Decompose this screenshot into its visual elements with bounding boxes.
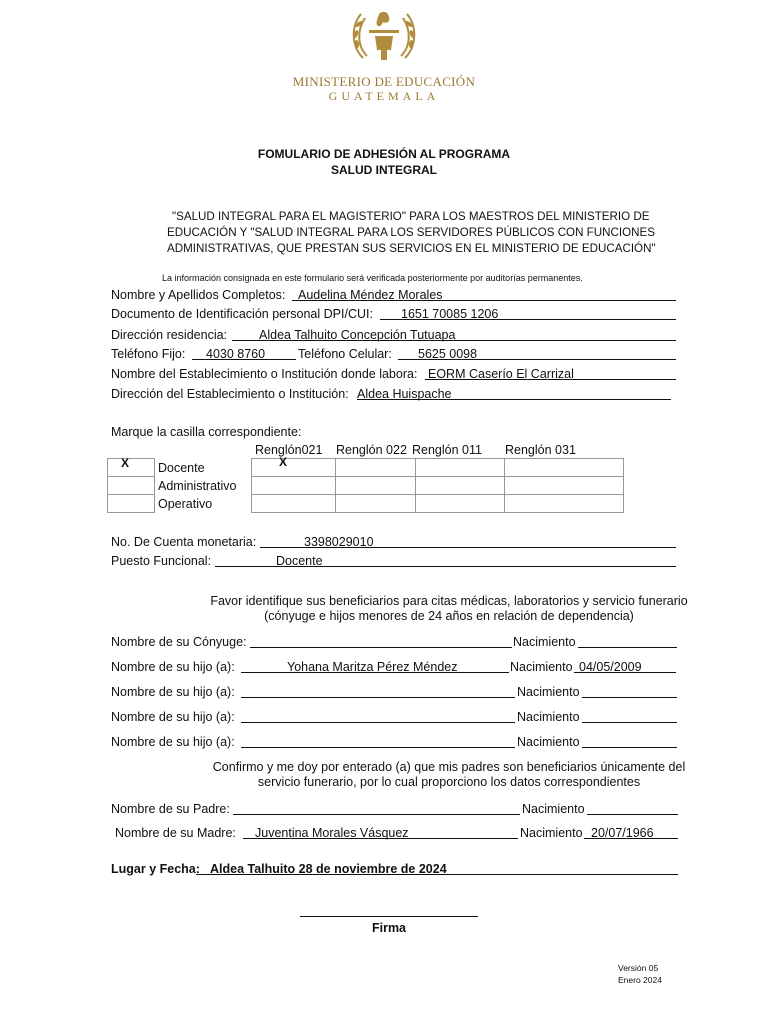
madre-label: Nombre de su Madre:: [115, 826, 236, 840]
checkbox-renglon021-operativo[interactable]: [252, 495, 336, 513]
checkbox-renglon011-docente[interactable]: [416, 459, 505, 477]
hijo2-nacimiento-label: Nacimiento: [517, 685, 580, 699]
parents-intro-1: Confirmo y me doy por enterado (a) que mis padres son beneficiarios únicamente del: [212, 760, 686, 774]
conyuge-nacimiento-line[interactable]: [578, 647, 677, 648]
conyuge-label: Nombre de su Cónyuge:: [111, 635, 247, 649]
intro-line-3: ADMINISTRATIVAS, QUE PRESTAN SUS SERVICIOS EN EL MINISTERIO DE EDUCACIÓN": [167, 242, 656, 255]
beneficiaries-intro-1: Favor identifique sus beneficiarios para citas médicas, laboratorios y servicio funerario: [210, 594, 688, 608]
hijo2-line[interactable]: [241, 697, 515, 698]
row-label-administrativo: Administrativo: [158, 479, 237, 493]
mark-docente: X: [121, 456, 130, 470]
firma-line[interactable]: [300, 916, 478, 917]
direccion-input[interactable]: Aldea Talhuito Concepción Tutuapa: [259, 328, 456, 342]
checkbox-renglon011-operativo[interactable]: [416, 495, 505, 513]
checkbox-operativo[interactable]: [108, 495, 155, 513]
hijo4-nacimiento-label: Nacimiento: [517, 735, 580, 749]
madre-input[interactable]: Juventina Morales Vásquez: [255, 826, 409, 840]
hijo3-label: Nombre de su hijo (a):: [111, 710, 235, 724]
nombre-input[interactable]: Audelina Méndez Morales: [298, 288, 443, 302]
establecimiento-input[interactable]: EORM Caserío El Carrizal: [428, 367, 574, 381]
hijo1-label: Nombre de su hijo (a):: [111, 660, 235, 674]
form-title: FOMULARIO DE ADHESIÓN AL PROGRAMA: [257, 147, 511, 161]
dir-establecimiento-label: Dirección del Establecimiento o Institución:: [111, 387, 349, 401]
lugar-input[interactable]: Aldea Talhuito 28 de noviembre de 2024: [210, 862, 447, 876]
checkbox-renglon031-docente[interactable]: [505, 459, 624, 477]
hijo1-input[interactable]: Yohana Maritza Pérez Méndez: [287, 660, 458, 674]
column-header-renglon022: Renglón 022: [336, 443, 407, 457]
hijo4-label: Nombre de su hijo (a):: [111, 735, 235, 749]
hijo3-nacimiento-line[interactable]: [582, 722, 677, 723]
checkbox-renglon022-docente[interactable]: [336, 459, 416, 477]
audit-note: La información consignada en este formulario será verificada posteriormente por auditorías permanentes.: [162, 273, 583, 283]
checkbox-renglon022-operativo[interactable]: [336, 495, 416, 513]
beneficiaries-intro-2: (cónyuge e hijos menores de 24 años en relación de dependencia): [264, 609, 634, 623]
column-header-renglon031: Renglón 031: [505, 443, 576, 457]
establecimiento-label: Nombre del Establecimiento o Institución donde labora:: [111, 367, 418, 381]
checkbox-renglon022-administrativo[interactable]: [336, 477, 416, 495]
hijo2-label: Nombre de su hijo (a):: [111, 685, 235, 699]
hijo4-nacimiento-line[interactable]: [582, 747, 677, 748]
ministry-country: GUATEMALA: [328, 89, 440, 103]
column-header-renglon011: Renglón 011: [412, 443, 482, 457]
direccion-label: Dirección residencia:: [111, 328, 228, 342]
telfijo-input[interactable]: 4030 8760: [206, 347, 266, 361]
parents-intro-2: servicio funerario, por lo cual proporciono los datos correspondientes: [257, 775, 641, 789]
firma-label: Firma: [371, 921, 407, 935]
column-header-renglon021: Renglón021: [255, 443, 323, 457]
conyuge-nacimiento-label: Nacimiento: [513, 635, 576, 649]
checkbox-renglon031-administrativo[interactable]: [505, 477, 624, 495]
checkbox-prompt: Marque la casilla correspondiente:: [111, 425, 302, 439]
telfijo-label: Teléfono Fijo:: [111, 347, 186, 361]
row-label-operativo: Operativo: [158, 497, 213, 511]
checkbox-renglon021-administrativo[interactable]: [252, 477, 336, 495]
madre-nacimiento-input[interactable]: 20/07/1966: [591, 826, 654, 840]
form-subtitle: SALUD INTEGRAL: [331, 163, 437, 177]
ministry-name: MINISTERIO DE EDUCACIÓN: [292, 74, 476, 89]
telcel-input[interactable]: 5625 0098: [418, 347, 478, 361]
checkbox-renglon021-docente[interactable]: [252, 459, 336, 477]
checkbox-docente[interactable]: [108, 459, 155, 477]
dpi-input[interactable]: 1651 70085 1206: [401, 307, 499, 321]
version-text: Versión 05: [618, 963, 659, 973]
hijo1-nacimiento-input[interactable]: 04/05/2009: [579, 660, 642, 674]
intro-line-2: EDUCACIÓN Y "SALUD INTEGRAL PARA LOS SERVIDORES PÚBLICOS CON FUNCIONES: [167, 226, 655, 239]
conyuge-line[interactable]: [250, 647, 512, 648]
version-date: Enero 2024: [618, 975, 662, 985]
puesto-input[interactable]: Docente: [276, 554, 323, 568]
checkbox-renglon031-operativo[interactable]: [505, 495, 624, 513]
cuenta-input[interactable]: 3398029010: [304, 535, 374, 549]
nombre-label: Nombre y Apellidos Completos:: [111, 288, 286, 302]
hijo3-nacimiento-label: Nacimiento: [517, 710, 580, 724]
ministry-emblem: [345, 6, 423, 70]
telcel-label: Teléfono Celular:: [298, 347, 392, 361]
dir-establecimiento-input[interactable]: Aldea Huispache: [357, 387, 452, 401]
padre-line[interactable]: [233, 814, 520, 815]
lugar-label: Lugar y Fecha:: [111, 862, 200, 876]
padre-nacimiento-line[interactable]: [587, 814, 678, 815]
hijo1-nacimiento-label: Nacimiento: [510, 660, 573, 674]
padre-nacimiento-label: Nacimiento: [522, 802, 585, 816]
checkbox-administrativo[interactable]: [108, 477, 155, 495]
madre-nacimiento-label: Nacimiento: [520, 826, 583, 840]
hijo3-line[interactable]: [241, 722, 515, 723]
intro-line-1: "SALUD INTEGRAL PARA EL MAGISTERIO" PARA LOS MAESTROS DEL MINISTERIO DE: [172, 210, 650, 223]
padre-label: Nombre de su Padre:: [111, 802, 230, 816]
hijo4-line[interactable]: [241, 747, 515, 748]
mark-renglon021: X: [279, 455, 288, 469]
checkbox-renglon011-administrativo[interactable]: [416, 477, 505, 495]
hijo2-nacimiento-line[interactable]: [582, 697, 677, 698]
dpi-label: Documento de Identificación personal DPI/CUI:: [111, 307, 373, 321]
puesto-label: Puesto Funcional:: [111, 554, 212, 568]
row-label-docente: Docente: [158, 461, 205, 475]
cuenta-label: No. De Cuenta monetaria:: [111, 535, 257, 549]
